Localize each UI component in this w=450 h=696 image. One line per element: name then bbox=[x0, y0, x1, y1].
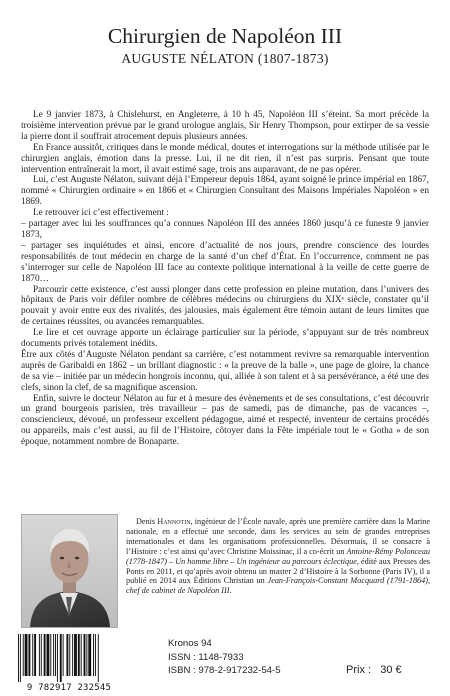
book-subtitle: AUGUSTE NÉLATON (1807-1873) bbox=[121, 51, 329, 66]
barcode-bar bbox=[44, 634, 46, 676]
collection-label: Kronos 94 bbox=[168, 638, 212, 649]
barcode-bar bbox=[50, 634, 51, 676]
barcode-bar bbox=[55, 634, 56, 676]
book-title: Chirurgien de Napoléon III bbox=[107, 24, 343, 48]
barcode-bar bbox=[98, 634, 99, 682]
isbn-label: ISBN : 978-2-917232-54-5 bbox=[168, 665, 281, 676]
barcode-bar bbox=[41, 634, 42, 676]
back-cover-text bbox=[21, 110, 429, 448]
barcode-bar bbox=[18, 634, 19, 682]
barcode-bar bbox=[39, 634, 40, 676]
book-reference: Antoine-Rémy Polonceau (1778-1847) – Un homme libre – Un ingénieur au parcours éclectique bbox=[126, 546, 431, 566]
paragraph: Lui, c’est Auguste Nélaton, suivant déjà l’Empereur depuis 1864, ayant soigné le prince impérial en 1867, nommé « Chirurgien ordinaire » en 1866 et « Chirurgien Consultant des Maisons Impériales Napoléon » en 1869. bbox=[21, 175, 429, 208]
barcode-bar bbox=[74, 634, 77, 676]
author-portrait-image bbox=[22, 515, 117, 627]
barcode-bar bbox=[47, 634, 50, 676]
barcode-bar bbox=[84, 634, 86, 676]
barcode-bar bbox=[88, 634, 91, 676]
paragraph: Le lire et cet ouvrage apporte un éclairage particulier sur la période, s’appuyant sur de très nombreux documents privés totalement inédits. bbox=[21, 328, 429, 350]
paragraph: Le 9 janvier 1873, à Chislehurst, en Angleterre, à 10 h 45, Napoléon III s’éteint. Sa mort précède la troisième intervention prévue par le grand urologue anglais, Sir Henry Thompson, pour extirper de sa vessie la pierre dont il souffrait atrocement depuis plusieurs années. bbox=[21, 110, 429, 142]
paragraph: Être aux côtés d’Auguste Nélaton pendant sa carrière, c’est notamment revivre sa remarquable intervention auprès de Garibaldi en 1862 – un brillant diagnostic : « la preuve de la balle », une page de gloire, la chance de sa vie – initiée par un médecin hongrois inconnu, qui, alliée à son talent et à sa persévérance, a été une des clefs, sinon la clef, de sa magnifique ascension. bbox=[21, 349, 429, 393]
barcode-bar bbox=[23, 634, 24, 676]
barcode-bar bbox=[86, 634, 87, 676]
issn-label: ISSN : 1148-7933 bbox=[168, 651, 244, 663]
barcode-bar bbox=[20, 634, 21, 682]
price-value: 30 € bbox=[380, 664, 402, 676]
barcode-bar bbox=[25, 634, 28, 676]
publication-info bbox=[168, 637, 281, 678]
price-label: Prix : bbox=[346, 664, 372, 676]
paragraph: Le retrouver ici c’est effectivement : bbox=[33, 208, 169, 219]
barcode-bar bbox=[53, 634, 54, 676]
barcode-bar bbox=[78, 634, 80, 676]
barcode-bar bbox=[34, 634, 36, 676]
barcode-bar bbox=[63, 634, 64, 676]
paragraph: – partager avec lui les souffrances qu’a connues Napoléon III des années 1860 jusqu’à ce funeste 9 janvier 1873, bbox=[21, 219, 429, 240]
barcode-digits: 9 782917 232545 bbox=[14, 683, 124, 693]
author-name: Denis Hannotin bbox=[136, 517, 191, 526]
author-photo bbox=[21, 514, 118, 628]
barcode-bar bbox=[28, 634, 30, 676]
barcode-bar bbox=[72, 634, 73, 676]
barcode-bar bbox=[66, 634, 68, 676]
paragraph: Parcourir cette existence, c’est aussi plonger dans cette profession en pleine mutation, dans l’univers des hôpitaux de Paris voir défiler nombre de célèbres médecins ou chirurgiens du XIXᵉ siècle, constater qu’il pouvait y avoir entre eux des rivalités, des jalousies, mais également être témoin autant de leurs limites que de certaines réussites, ou avancées remarquables. bbox=[21, 284, 429, 328]
author-biography: Denis Hannotin, ingénieur de l’École navale, après une première carrière dans la Marine nationale, en a effectué une seconde, dans les services au sein de grandes entreprises internationales et dans les organisations professionnelles. Désormais, il se consacre à l’Histoire : c’est ainsi qu’avec Christine Moissinac, il a co-écrit un Antoine-Rémy Polonceau (1778-1847) – Un homme libre – Un ingénieur au parcours éclectique, édité aux Presses des Ponts en 2011, et qu’après avoir obtenu un master 2 d’Histoire à la Sorbonne (Paris IV), il a publié en 2014 aux Éditions Christian un Jean-François-Constant Mocquard (1791-1864), chef de cabinet de Napoléon III. bbox=[126, 517, 431, 596]
barcode-bar bbox=[69, 634, 70, 676]
barcode-bar bbox=[57, 634, 58, 682]
barcode-bar bbox=[32, 634, 33, 676]
paragraph: – partager ses inquiétudes et ainsi, encore d’actualité de nos jours, prendre conscience des lourdes responsabilités de tout médecin en charge de la santé d’un chef d’État. En l’occurrence, comment ne pas s’interroger sur celle de Napoléon III face au contexte politique international à la veille de cette guerre de 1870… bbox=[21, 240, 429, 284]
barcode-bar bbox=[93, 634, 94, 676]
paragraph: En France aussitôt, critiques dans le monde médical, doutes et interrogations sur la méthode utilisée par le chirurgien anglais, émotion dans la presse. Lui, il ne dit rien, il n’est pas surpris. Pensant que toute intervention entraînerait la mort, il avait estimé sage, trois ans auparavant, de ne pas opérer. bbox=[21, 142, 429, 175]
barcode-bars bbox=[14, 634, 122, 682]
paragraph: Enfin, suivre le docteur Nélaton au fur et à mesure des évènements et de ses consultations, c’est découvrir un grand bourgeois parisien, très travailleur – pas de samedi, pas de dimanche, pas de vacances –, consciencieux, dévoué, un professeur excellent pédagogue, aimé et respecté, inventeur de certains procédés ou appareils, mais c’est aussi, au fil de l’Histoire, côtoyer dans la Fête impériale tout le « Gotha » de son époque, notamment nombre de Bonaparte. bbox=[21, 393, 429, 448]
price bbox=[346, 664, 402, 676]
barcode-bar bbox=[95, 634, 96, 676]
barcode-bar bbox=[81, 634, 82, 676]
book-reference: Jean-François-Constant Mocquard (1791-1864), chef de cabinet de Napoléon III bbox=[126, 576, 431, 596]
barcode-bar bbox=[60, 634, 62, 682]
